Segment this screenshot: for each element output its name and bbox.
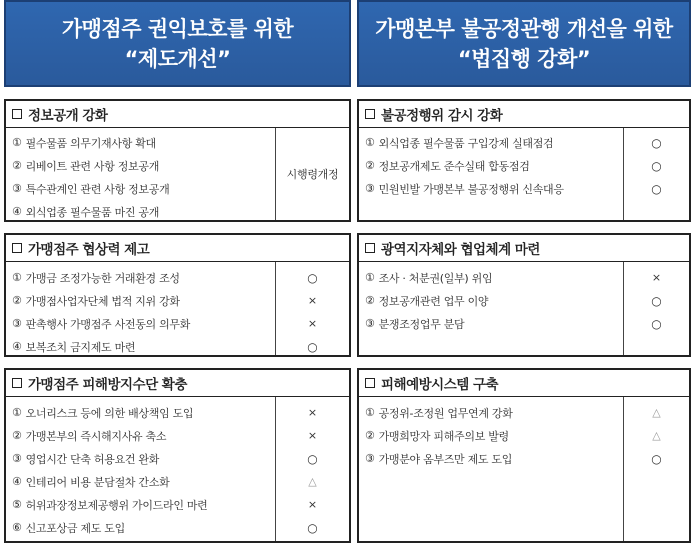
checkbox-square-icon xyxy=(365,378,375,388)
left-column xyxy=(4,0,351,535)
list-item: ① 조사 · 처분권(일부) 위임 xyxy=(365,271,493,285)
list-item: ② 가맹희망자 피해주의보 발령 xyxy=(365,429,509,443)
list-item: ① 가맹금 조정가능한 거래환경 조성 xyxy=(12,271,180,285)
list-item: ③ 민원빈발 가맹본부 불공정행위 신속대응 xyxy=(365,182,564,196)
status-mark: × xyxy=(307,317,318,330)
status-mark: ○ xyxy=(651,316,662,331)
list-item: ⑤ 허위과장정보제공행위 가이드라인 마련 xyxy=(12,498,208,512)
panel-title: 가맹점주 피해방지수단 확충 xyxy=(28,377,187,393)
left-banner xyxy=(4,0,351,87)
list-item: ③ 영업시간 단축 허용요건 완화 xyxy=(12,452,160,466)
status-mark: ○ xyxy=(307,270,318,285)
panel-header xyxy=(359,101,689,128)
panel-regional-cooperation xyxy=(357,233,691,357)
checkbox-square-icon xyxy=(12,109,22,119)
status-mark: ○ xyxy=(651,135,662,150)
right-banner-subtitle: “법집행 강화” xyxy=(457,46,591,71)
panel-header xyxy=(359,235,689,262)
status-mark: ○ xyxy=(651,451,662,466)
status-mark: ○ xyxy=(651,158,662,173)
list-item: ① 외식업종 필수물품 구입강제 실태점검 xyxy=(365,136,554,150)
status-mark: × xyxy=(307,429,318,442)
panel-damage-prevention xyxy=(4,368,351,543)
panel-info-disclosure xyxy=(4,99,351,222)
panel-header xyxy=(6,101,349,128)
list-item: ② 리베이트 관련 사항 정보공개 xyxy=(12,159,160,173)
list-item: ② 가맹본부의 즉시해지사유 축소 xyxy=(12,429,167,443)
status-mark: ○ xyxy=(651,181,662,196)
left-banner-subtitle: “제도개선” xyxy=(124,46,231,71)
checkbox-square-icon xyxy=(365,109,375,119)
checkbox-square-icon xyxy=(365,243,375,253)
panel-title: 가맹점주 협상력 제고 xyxy=(28,242,150,258)
status-mark: ○ xyxy=(307,451,318,466)
list-item: ④ 외식업종 필수물품 마진 공개 xyxy=(12,205,160,219)
status-mark: ○ xyxy=(307,339,318,354)
list-item: ② 가맹점사업자단체 법적 지위 강화 xyxy=(12,294,180,308)
checkbox-square-icon xyxy=(12,243,22,253)
panel-header xyxy=(359,370,689,397)
list-item: ③ 분쟁조정업무 분담 xyxy=(365,317,465,331)
list-item: ① 공정위-조정원 업무연계 강화 xyxy=(365,406,513,420)
panel-unfair-monitoring xyxy=(357,99,691,222)
status-mark: △ xyxy=(652,406,661,419)
left-banner-title: 가맹점주 권익보호를 위한 xyxy=(61,16,294,41)
panel-title: 불공정행위 감시 강화 xyxy=(381,108,503,124)
status-mark: × xyxy=(307,406,318,419)
list-item: ④ 보복조치 금지제도 마련 xyxy=(12,340,136,354)
list-item: ① 오너리스크 등에 의한 배상책임 도입 xyxy=(12,406,194,420)
list-item: ④ 인테리어 비용 분담절차 간소화 xyxy=(12,475,170,489)
status-mark: × xyxy=(307,498,318,511)
panel-title: 광역지자체와 협업체계 마련 xyxy=(381,242,540,258)
checkbox-square-icon xyxy=(12,378,22,388)
side-note: 시행령개정 xyxy=(286,168,339,181)
panel-header xyxy=(6,370,349,397)
list-item: ② 정보공개관련 업무 이양 xyxy=(365,294,489,308)
right-banner-title: 가맹본부 불공정관행 개선을 위한 xyxy=(375,16,673,41)
list-item: ② 정보공개제도 준수실태 합동점검 xyxy=(365,159,530,173)
list-item: ③ 특수관계인 관련 사항 정보공개 xyxy=(12,182,170,196)
status-mark: ○ xyxy=(307,520,318,535)
status-mark: △ xyxy=(308,475,317,488)
list-item: ③ 판촉행사 가맹점주 사전동의 의무화 xyxy=(12,317,191,331)
status-mark: ○ xyxy=(651,293,662,308)
list-item: ③ 가맹분야 옴부즈만 제도 도입 xyxy=(365,452,513,466)
list-item: ① 필수물품 의무기재사항 확대 xyxy=(12,136,156,150)
right-banner xyxy=(357,0,691,87)
list-item: ⑥ 신고포상금 제도 도입 xyxy=(12,521,125,535)
right-column xyxy=(357,0,691,466)
panel-header xyxy=(6,235,349,262)
panel-negotiation xyxy=(4,233,351,357)
status-mark: × xyxy=(651,271,662,284)
status-mark: △ xyxy=(652,429,661,442)
status-mark: × xyxy=(307,294,318,307)
panel-title: 정보공개 강화 xyxy=(28,108,108,124)
panel-prevention-system xyxy=(357,368,691,543)
panel-title: 피해예방시스템 구축 xyxy=(381,377,499,393)
